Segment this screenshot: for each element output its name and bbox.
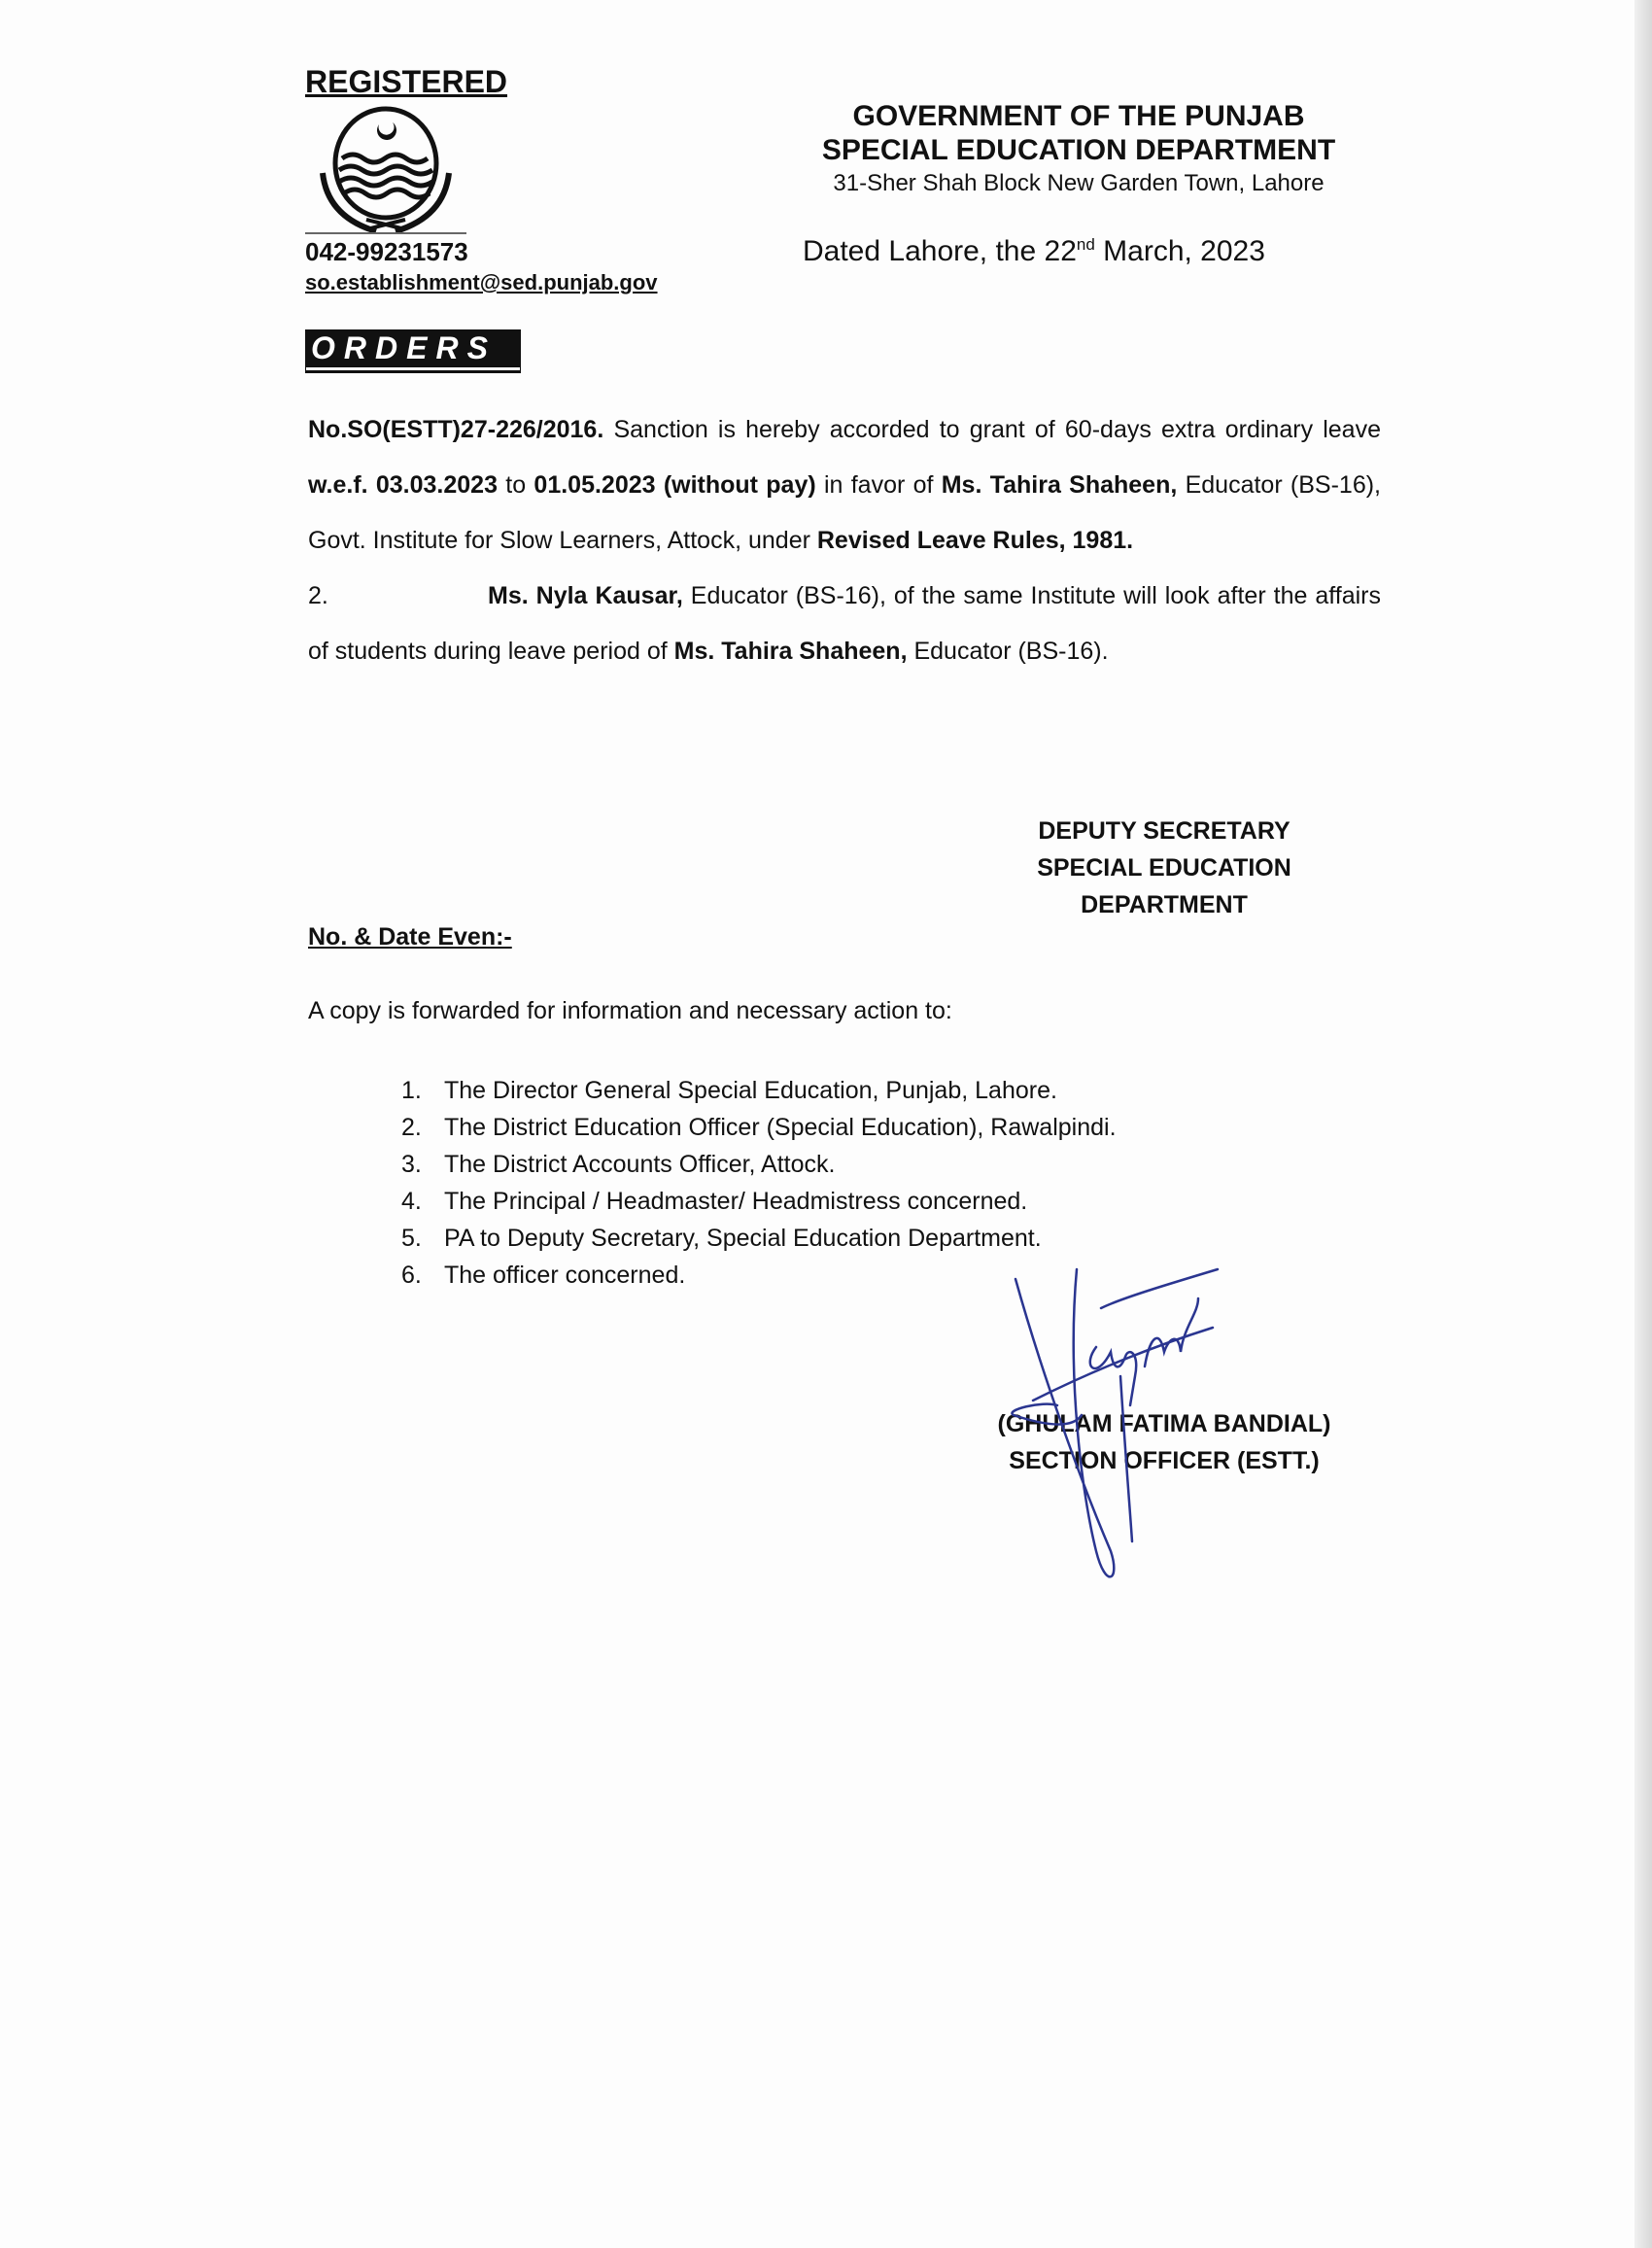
text: to: [498, 471, 534, 499]
item-text: The Principal / Headmaster/ Headmistress concerned.: [444, 1188, 1028, 1215]
date-prefix: Dated Lahore, the 22: [803, 235, 1077, 267]
copy-intro: A copy is forwarded for information and necessary action to:: [308, 997, 952, 1024]
item-text: The Director General Special Education, Punjab, Lahore.: [444, 1077, 1057, 1104]
orders-heading: ORDERS: [305, 329, 521, 367]
signatory-name: (GHULAM FATIMA BANDIAL): [997, 1410, 1331, 1437]
from-date: w.e.f. 03.03.2023: [308, 471, 498, 499]
divider: [305, 232, 466, 234]
email-link[interactable]: so.establishment@sed.punjab.gov: [305, 270, 658, 294]
registered-label: REGISTERED: [305, 64, 508, 99]
date-line: [803, 235, 1265, 268]
text: Educator (BS-16), of the same Institute will look after the affairs of students during leave period of: [308, 582, 1381, 665]
text: in favor of: [815, 471, 942, 499]
item-text: The District Accounts Officer, Attock.: [444, 1151, 836, 1178]
rules-reference: Revised Leave Rules, 1981.: [816, 527, 1134, 554]
item-number: 2.: [401, 1114, 422, 1141]
item-text: The District Education Officer (Special Education), Rawalpindi.: [444, 1114, 1117, 1141]
employee-name: Ms. Tahira Shaheen,: [941, 471, 1178, 499]
even-label: No. & Date Even:-: [308, 923, 512, 951]
item-number: 3.: [401, 1151, 422, 1178]
sign-line: DEPUTY SECRETARY: [1038, 817, 1291, 845]
list-item: [401, 1146, 1117, 1183]
signatory-title: SECTION OFFICER (ESTT.): [1009, 1447, 1320, 1474]
item-number: 1.: [401, 1077, 422, 1104]
list-item: [401, 1220, 1117, 1257]
org-name: GOVERNMENT OF THE PUNJAB: [852, 100, 1305, 132]
item-text: PA to Deputy Secretary, Special Education Department.: [444, 1225, 1042, 1252]
date-suffix-sup: nd: [1076, 235, 1095, 254]
sign-line: SPECIAL EDUCATION: [1037, 854, 1291, 882]
item-number: 4.: [401, 1188, 422, 1215]
to-date: 01.05.2023 (without pay): [533, 471, 816, 499]
deputy-secretary-block: [913, 813, 1415, 923]
order-body: [308, 402, 1381, 679]
sign-line: DEPARTMENT: [1081, 891, 1248, 918]
employee-name: Ms. Tahira Shaheen,: [673, 638, 908, 665]
item-number: 6.: [401, 1262, 422, 1289]
handwritten-signature: [1004, 1260, 1247, 1590]
list-item: [401, 1072, 1117, 1109]
order-number: No.SO(ESTT)27-226/2016.: [308, 416, 604, 443]
substitute-name: Ms. Nyla Kausar,: [488, 582, 683, 609]
item-text: The officer concerned.: [444, 1262, 686, 1289]
date-rest: March, 2023: [1094, 235, 1265, 267]
paragraph-2: [308, 569, 1381, 679]
phone-number: 042-99231573: [305, 237, 468, 266]
text: Sanction is hereby accorded to grant of 60-days extra ordinary leave: [603, 416, 1381, 443]
punjab-emblem-logo: [313, 105, 459, 241]
para-number: 2.: [308, 582, 328, 609]
list-item: [401, 1109, 1117, 1146]
paragraph-1: [308, 402, 1381, 569]
list-item: [401, 1183, 1117, 1220]
department-name: SPECIAL EDUCATION DEPARTMENT: [821, 134, 1336, 166]
text: Educator (BS-16).: [907, 638, 1109, 665]
item-number: 5.: [401, 1225, 422, 1252]
address: 31-Sher Shah Block New Garden Town, Lahore: [833, 170, 1325, 196]
page-edge: [1635, 0, 1652, 2248]
text: Educator (BS-16), Govt. Institute for Slow Learners, Attock, under: [308, 471, 1382, 554]
